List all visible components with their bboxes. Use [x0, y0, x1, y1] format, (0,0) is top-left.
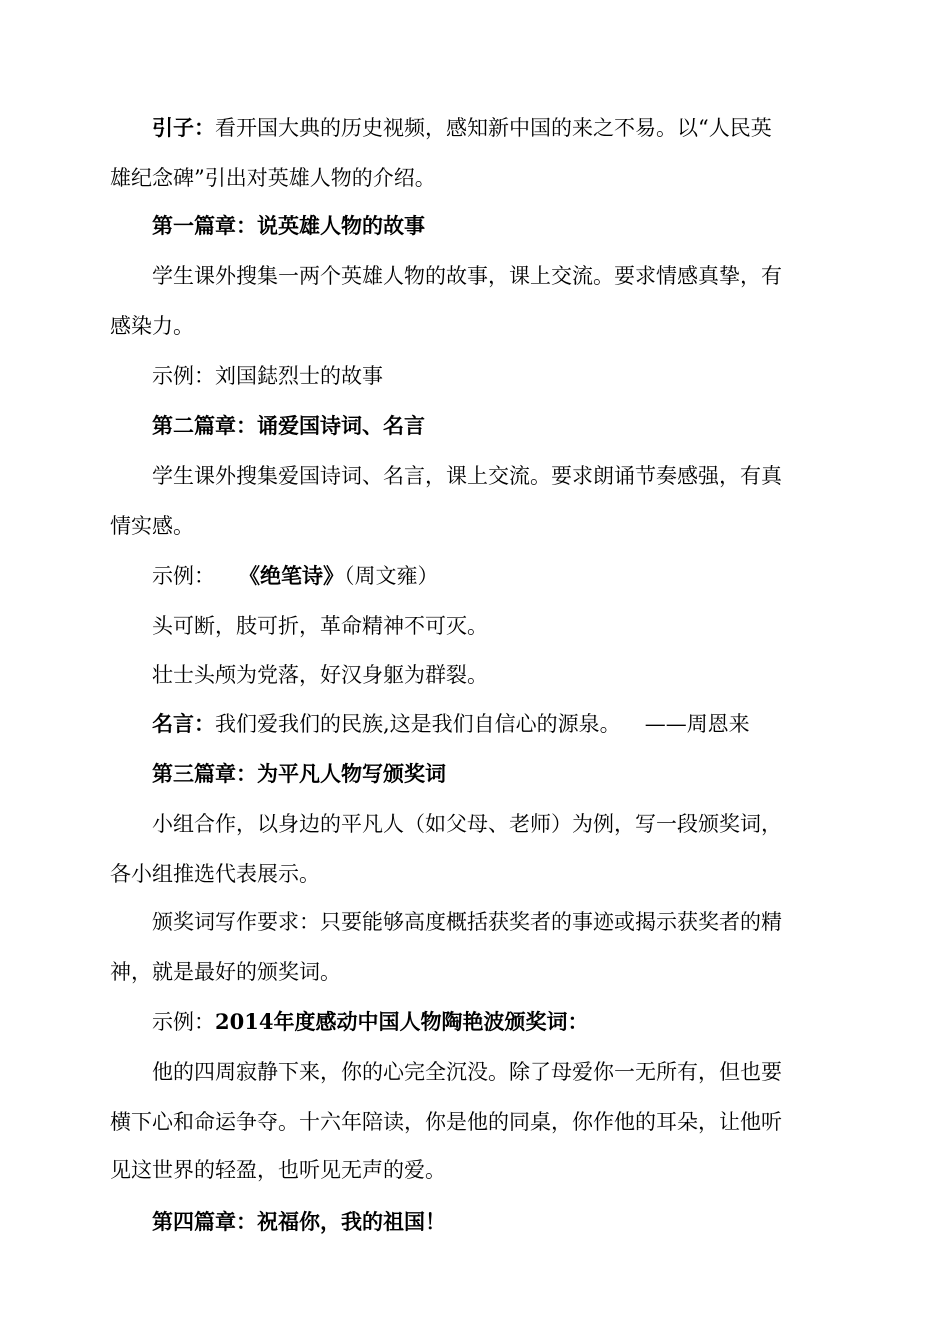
chapter1-heading: 第一篇章：说英雄人物的故事: [152, 213, 425, 238]
chapter3-example-title: 2014年度感动中国人物陶艳波颁奖词：: [215, 1009, 589, 1034]
chapter1-body-line-2: 感染力。: [110, 314, 194, 338]
poem-title: 《绝笔诗》: [239, 563, 344, 588]
intro-line-1: [152, 113, 772, 143]
chapter3-example-label: 示例：: [152, 1010, 215, 1034]
chapter2-heading: 第二篇章：诵爱国诗词、名言: [152, 413, 425, 438]
chapter3-requirement-line-2: 神，就是最好的颁奖词。: [110, 960, 341, 984]
chapter2-poem-header: [152, 561, 439, 591]
chapter2-body-line-1: 学生课外搜集爱国诗词、名言，课上交流。要求朗诵节奏感强，有真: [152, 464, 782, 488]
quote-author: ——周恩来: [644, 712, 750, 736]
chapter1-example: 示例：刘国鋕烈士的故事: [152, 364, 383, 388]
chapter1-body-line-1: 学生课外搜集一两个英雄人物的故事，课上交流。要求情感真挚，有: [152, 264, 782, 288]
chapter3-example: [152, 1007, 588, 1037]
chapter4-heading: 第四篇章：祝福你，我的祖国！: [152, 1209, 446, 1234]
poem-line-2: 壮士头颅为党落，好汉身躯为群裂。: [152, 663, 488, 687]
intro-label: 引子：: [152, 115, 215, 140]
chapter3-body-line-2: 各小组推选代表展示。: [110, 862, 320, 886]
chapter3-heading: 第三篇章：为平凡人物写颁奖词: [152, 761, 446, 786]
award-text-line-3: 见这世界的轻盈，也听见无声的爱。: [110, 1158, 446, 1182]
intro-line-2: 雄纪念碑”引出对英雄人物的介绍。: [110, 166, 436, 190]
quote-label: 名言：: [152, 711, 215, 736]
chapter3-requirement-line-1: 颁奖词写作要求：只要能够高度概括获奖者的事迹或揭示获奖者的精: [152, 910, 782, 934]
quote-text: 我们爱我们的民族,这是我们自信心的源泉。: [215, 712, 621, 736]
poem-line-1: 头可断，肢可折，革命精神不可灭。: [152, 614, 488, 638]
poem-author: （周文雍）: [344, 564, 439, 588]
chapter3-body-line-1: 小组合作，以身边的平凡人（如父母、老师）为例，写一段颁奖词，: [152, 812, 782, 836]
chapter2-example-label: 示例：: [152, 564, 215, 588]
quote-line: [152, 709, 750, 739]
award-text-line-2: 横下心和命运争夺。十六年陪读，你是他的同桌，你作他的耳朵，让他听: [110, 1110, 782, 1134]
chapter2-body-line-2: 情实感。: [110, 514, 194, 538]
intro-text-1: 看开国大典的历史视频，感知新中国的来之不易。以“人民英: [215, 116, 772, 140]
award-text-line-1: 他的四周寂静下来，你的心完全沉没。除了母爱你一无所有，但也要: [152, 1060, 782, 1084]
